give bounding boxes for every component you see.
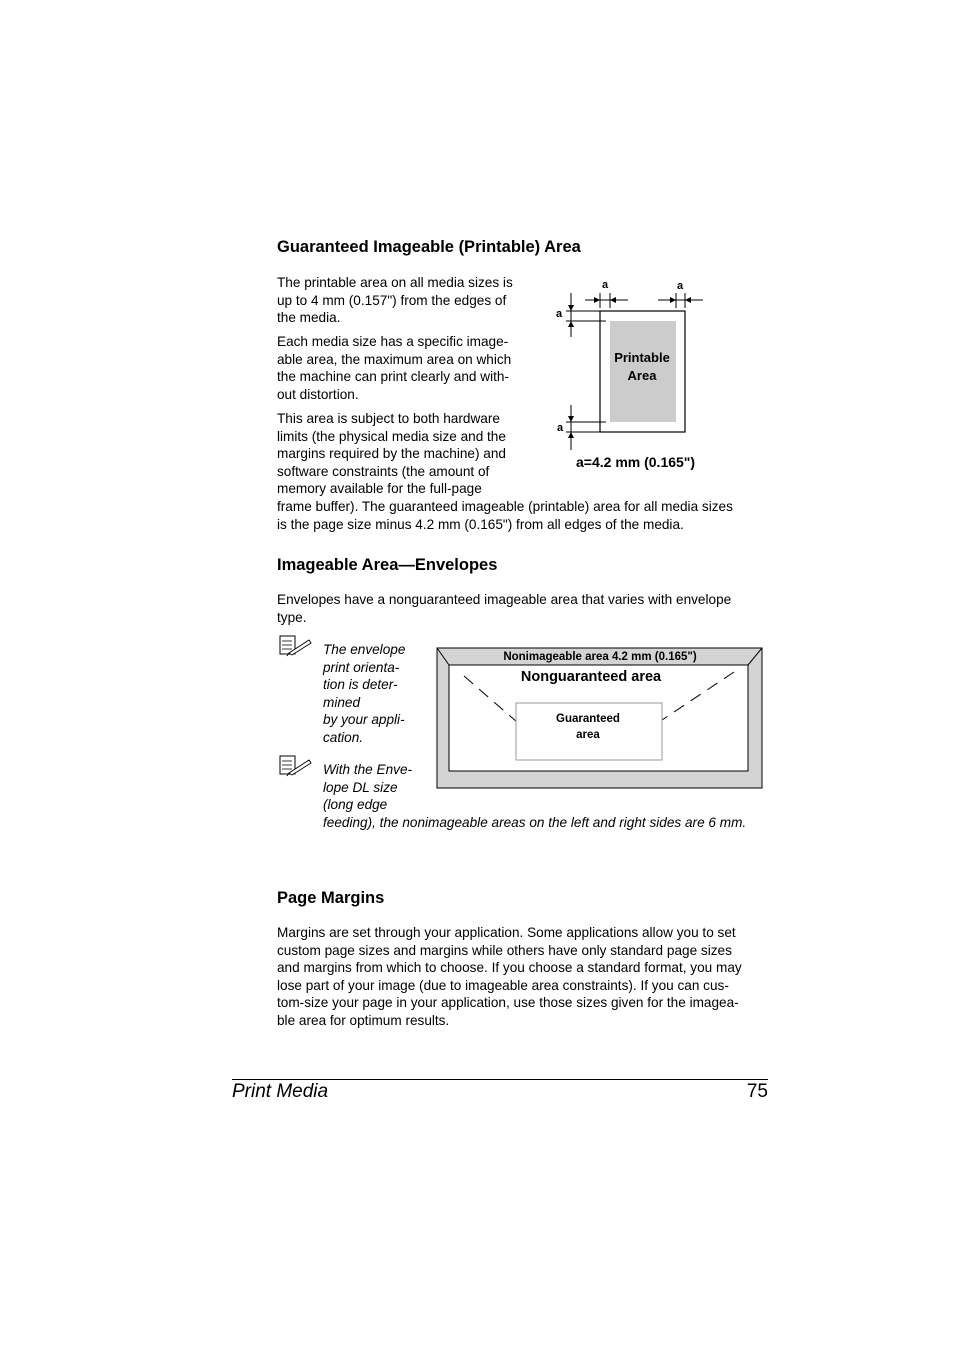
footer-rule: [232, 1079, 768, 1080]
paragraph-imageable-area: Each media size has a specific image- able area, the maximum area on which the machine can print clearly and with- out distortion.: [277, 334, 512, 402]
envelope-diagram: [430, 642, 770, 794]
margin-label-bottom: a: [556, 422, 564, 434]
section-heading-envelopes: Imageable Area—Envelopes: [277, 556, 498, 574]
margin-caption: a=4.2 mm (0.165"): [576, 454, 696, 470]
guaranteed-label-2: area: [576, 729, 600, 741]
paragraph-hardware-limits: This area is subject to both hardware limits (the physical media size and the margins required by the machine) and software constraints (the amount of memory available for the full-page frame buffer). The guaranteed imageable (printable) area for all media sizes is the page size minus 4.2 mm (0.165") from all edges of the media.: [277, 411, 733, 532]
margin-label-top-left: a: [601, 279, 609, 291]
margin-label-top: a: [555, 308, 563, 320]
section-heading-page-margins: Page Margins: [277, 889, 385, 907]
section-heading-guaranteed-area: Guaranteed Imageable (Printable) Area: [277, 238, 581, 256]
paragraph-printable-limit: The printable area on all media sizes is up to 4 mm (0.157") from the edges of the media.: [277, 275, 513, 326]
page-number: 75: [746, 1081, 768, 1102]
printable-area-diagram: [540, 270, 730, 480]
guaranteed-label-1: Guaranteed: [556, 713, 620, 725]
note-envelope-dl: With the Enve- lope DL size (long edge feeding), the nonimageable areas on the left and right sides are 6 mm.: [323, 762, 747, 830]
note-icon: [279, 755, 313, 777]
printable-label-2: Area: [627, 368, 657, 383]
nonguaranteed-label: Nonguaranteed area: [520, 669, 662, 685]
note-envelope-orientation: The envelope print orienta- tion is deter- mined by your appli- cation.: [323, 642, 406, 745]
nonimageable-label: Nonimageable area 4.2 mm (0.165"): [503, 651, 697, 663]
margin-label-top-right: a: [676, 280, 684, 292]
footer-title: Print Media: [232, 1081, 329, 1102]
printable-label-1: Printable: [614, 350, 670, 365]
paragraph-page-margins: Margins are set through your application. Some applications allow you to set custom page sizes and margins while others have only standard page sizes and margins from which to choose. If you choose a standard format, you may lose part of your image (due to imageable area constraints). If you can cus- tom-size your page in your application, use those sizes given for the imagea- ble area for optimum results.: [277, 925, 742, 1028]
paragraph-envelopes: Envelopes have a nonguaranteed imageable area that varies with envelope type.: [277, 592, 732, 625]
note-icon: [279, 635, 313, 657]
